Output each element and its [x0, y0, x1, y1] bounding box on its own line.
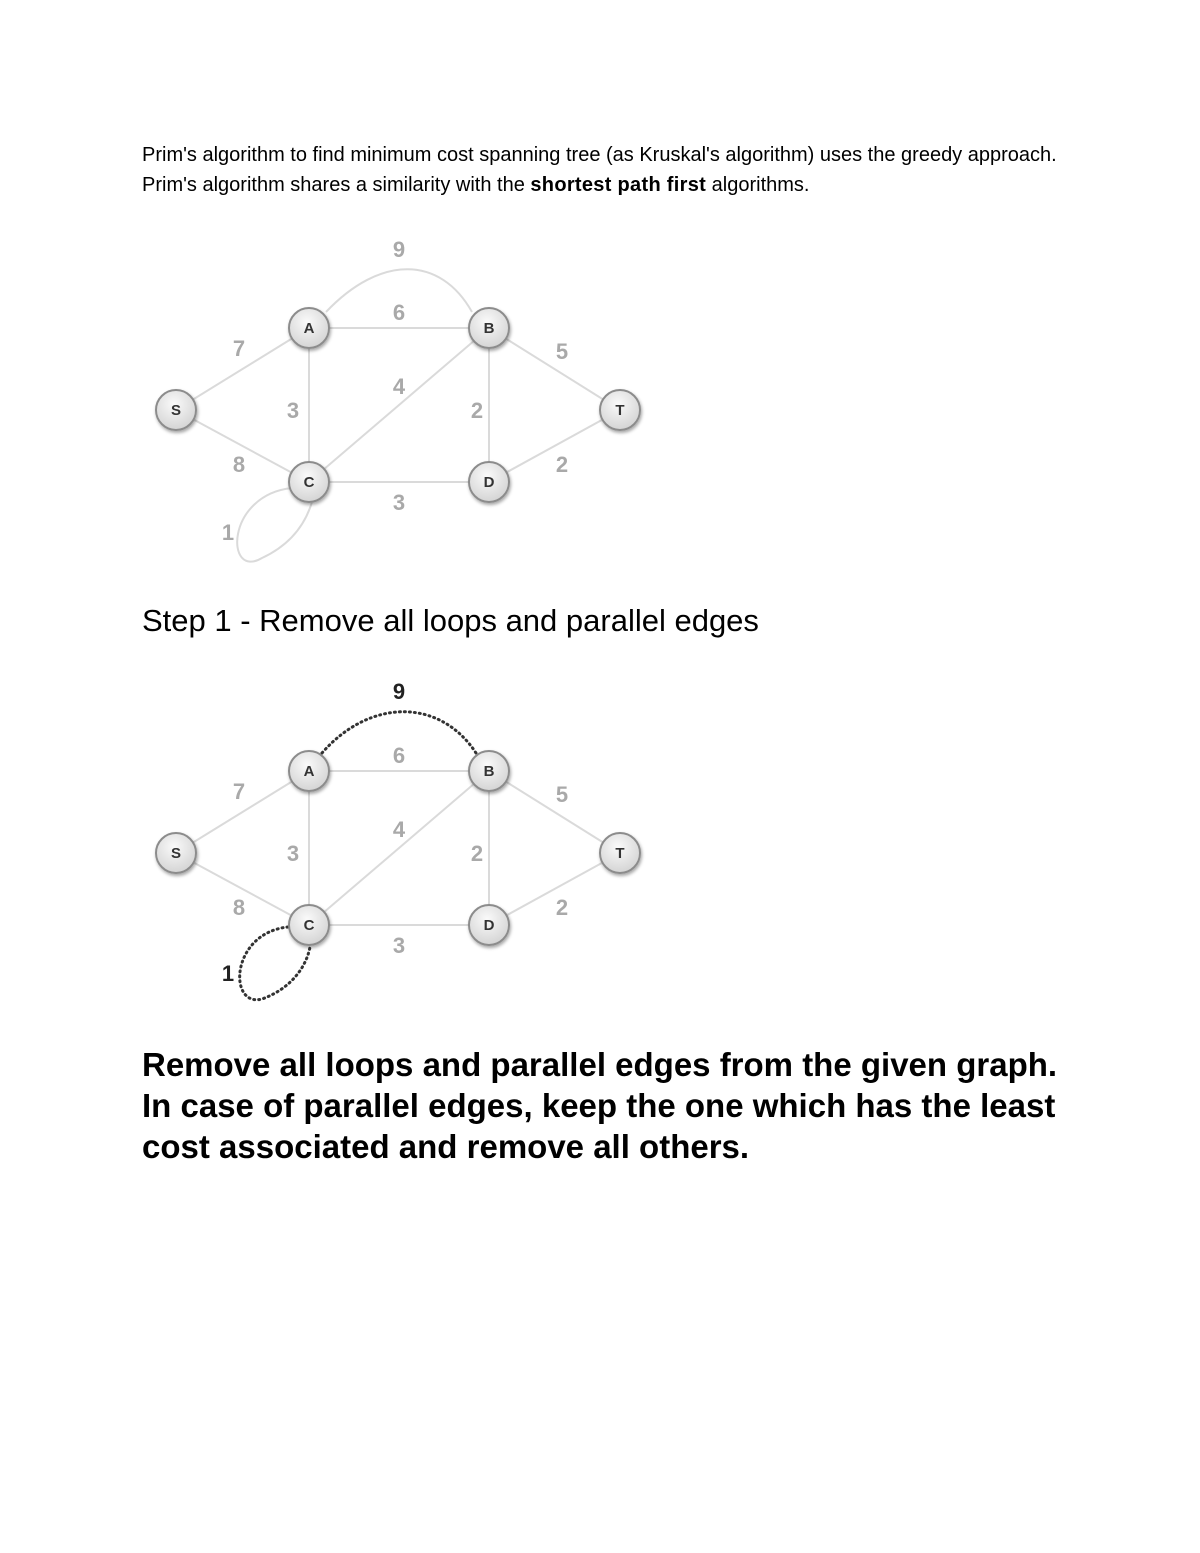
weight-s-c: 8 [232, 452, 246, 477]
weight-c-d: 3 [392, 490, 406, 515]
weight-b-d: 2 [470, 398, 484, 423]
node-t [600, 390, 640, 430]
weight-c-b: 4 [392, 817, 406, 842]
weight-c-loop: 1 [221, 961, 235, 986]
node-c [289, 462, 329, 502]
node-s-label: S [170, 845, 182, 862]
node-c-label: C [303, 917, 315, 934]
node-t [600, 833, 640, 873]
edge-c-b [309, 771, 489, 925]
edge-d-t [489, 410, 620, 482]
node-d [469, 905, 509, 945]
edge-d-t [489, 853, 620, 925]
node-t-label: T [615, 402, 625, 419]
node-a [289, 751, 329, 791]
edge-b-t [489, 328, 620, 410]
node-b-label: B [483, 320, 495, 337]
intro-paragraph [142, 140, 1062, 200]
node-d-label: D [483, 474, 495, 491]
weight-c-loop: 1 [221, 520, 235, 545]
weight-c-d: 3 [392, 933, 406, 958]
node-c [289, 905, 329, 945]
edge-c-b [309, 328, 489, 482]
node-c-label: C [303, 474, 315, 491]
instruction-paragraph: Remove all loops and parallel edges from the given graph. In case of parallel edges, keep the one which has the least cost associated and remove all others. [142, 1046, 1058, 1165]
weight-s-a: 7 [232, 779, 246, 804]
node-t-label: T [615, 845, 625, 862]
node-b-label: B [483, 763, 495, 780]
intro-bold-term: shortest path first [530, 174, 707, 196]
weight-s-c: 8 [232, 895, 246, 920]
node-d-label: D [483, 917, 495, 934]
weight-a-c: 3 [286, 841, 300, 866]
node-d [469, 462, 509, 502]
weight-d-t: 2 [555, 895, 569, 920]
weight-b-d: 2 [470, 841, 484, 866]
weight-b-t: 5 [555, 782, 569, 807]
node-s [156, 833, 196, 873]
edge-b-t [489, 771, 620, 853]
node-a [289, 308, 329, 348]
weight-s-a: 7 [232, 336, 246, 361]
node-b [469, 308, 509, 348]
node-s-label: S [170, 402, 182, 419]
node-b [469, 751, 509, 791]
intro-text-after: algorithms. [706, 174, 810, 196]
node-a-label: A [303, 763, 315, 780]
node-s [156, 390, 196, 430]
intro-text-before: Prim's algorithm to find minimum cost spanning tree (as Kruskal's algorithm) uses the greedy approach. Prim's algorithm shares a similarity with the [142, 144, 1057, 196]
weight-a-b-parallel: 9 [392, 237, 406, 262]
weight-a-b-parallel: 9 [392, 679, 406, 704]
weight-a-c: 3 [286, 398, 300, 423]
node-a-label: A [303, 320, 315, 337]
step-1-heading: Step 1 - Remove all loops and parallel edges [142, 603, 759, 638]
graph-removed-highlighted [0, 663, 700, 1013]
weight-b-t: 5 [555, 339, 569, 364]
weight-c-b: 4 [392, 374, 406, 399]
weight-a-b: 6 [392, 300, 406, 325]
weight-a-b: 6 [392, 743, 406, 768]
weight-d-t: 2 [555, 452, 569, 477]
graph-original [0, 220, 700, 570]
